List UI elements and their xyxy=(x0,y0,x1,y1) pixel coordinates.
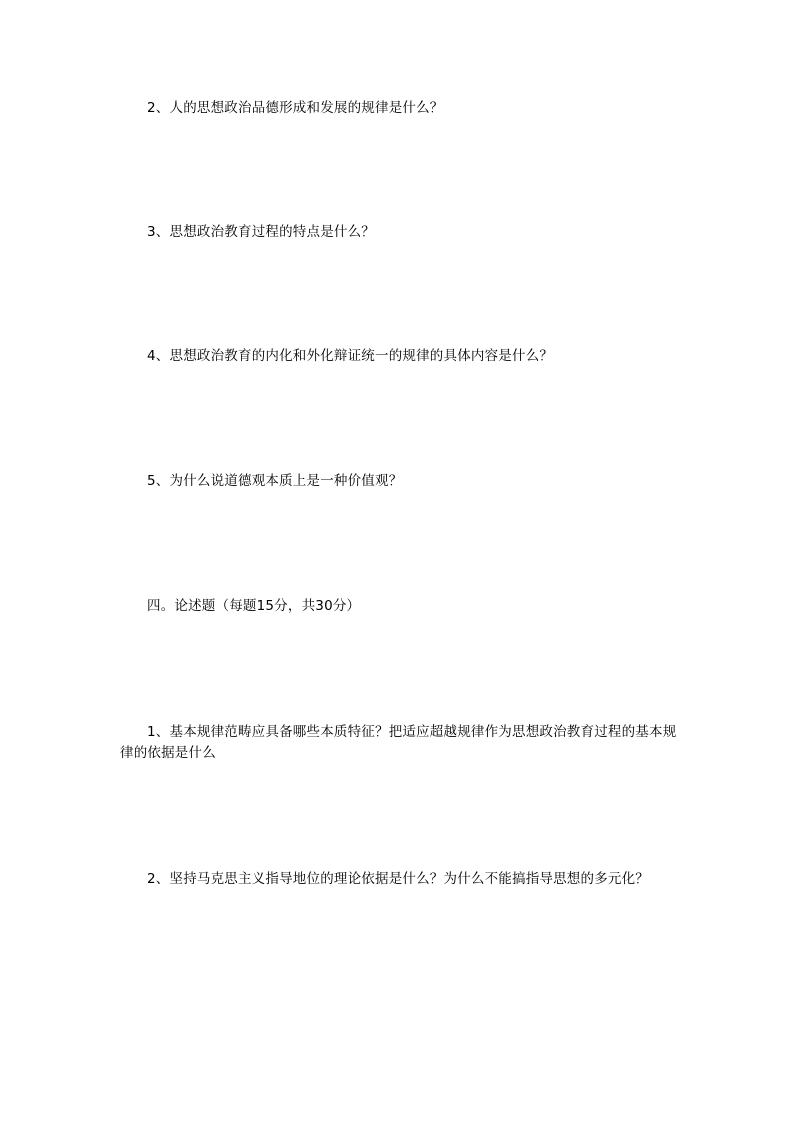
question-short-5: 5、为什么说道德观本质上是一种价值观？ xyxy=(147,473,403,489)
question-short-4: 4、思想政治教育的内化和外化辩证统一的规律的具体内容是什么？ xyxy=(147,348,554,364)
section-heading-essay: 四。论述题（每题15分，共30分） xyxy=(147,598,361,614)
question-short-2: 2、人的思想政治品德形成和发展的规律是什么？ xyxy=(147,100,444,116)
question-short-3: 3、思想政治教育过程的特点是什么？ xyxy=(147,224,375,240)
essay-question-2: 2、坚持马克思主义指导地位的理论依据是什么？为什么不能搞指导思想的多元化？ xyxy=(147,871,649,887)
essay-question-1: 1、基本规律范畴应具备哪些本质特征？把适应超越规律作为思想政治教育过程的基本规律的依据是什么 xyxy=(120,724,677,761)
